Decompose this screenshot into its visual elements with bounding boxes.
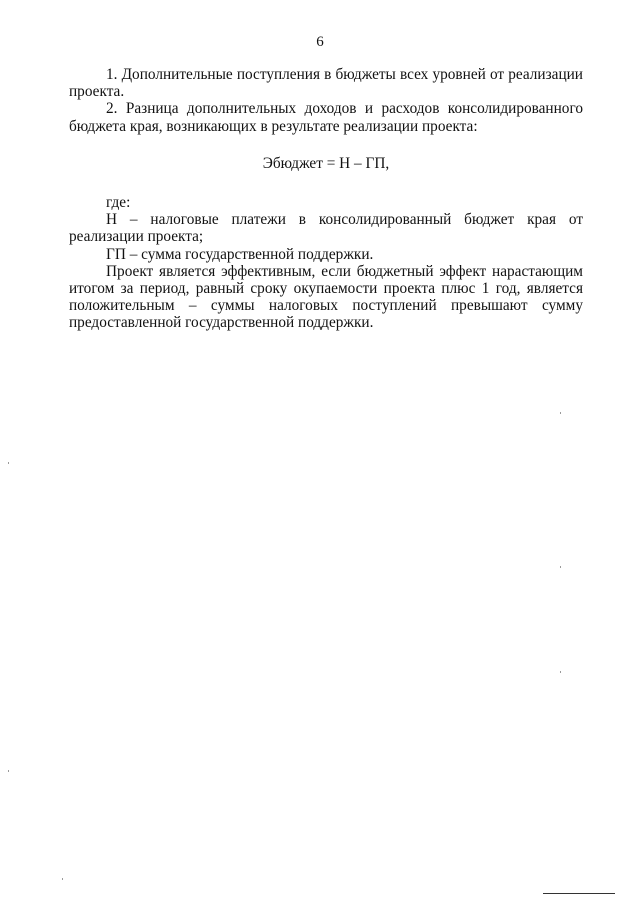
scan-speck: [62, 878, 63, 880]
page-number: 6: [316, 34, 324, 50]
scan-speck: [560, 412, 561, 414]
definition-gp: ГП – сумма государственной поддержки.: [106, 245, 374, 263]
paragraph-item-2: 2. Разница дополнительных доходов и расходов консолидированного бюджета края, возникающих в результате реализации проекта:: [69, 100, 583, 135]
scan-speck: [560, 671, 561, 673]
budget-effect-formula: Эбюджет = Н – ГП,: [262, 154, 390, 172]
paragraph-item-1: 1. Дополнительные поступления в бюджеты всех уровней от реализации проекта.: [69, 66, 583, 101]
scan-artifact-line: [543, 893, 615, 894]
scan-speck: [8, 462, 9, 464]
definition-h: Н – налоговые платежи в консолидированный бюджет края от реализации проекта;: [69, 211, 583, 246]
document-body: [69, 66, 583, 332]
paragraph-conclusion: Проект является эффективным, если бюджетный эффект нарастающим итогом за период, равный сроку окупаемости проекта плюс 1 год, является положительным – суммы налоговых поступлений превышают сумму предоставленной государственной поддержки.: [69, 262, 583, 332]
scan-speck: [560, 566, 561, 568]
where-label: где:: [106, 194, 131, 212]
scan-speck: [8, 770, 9, 772]
